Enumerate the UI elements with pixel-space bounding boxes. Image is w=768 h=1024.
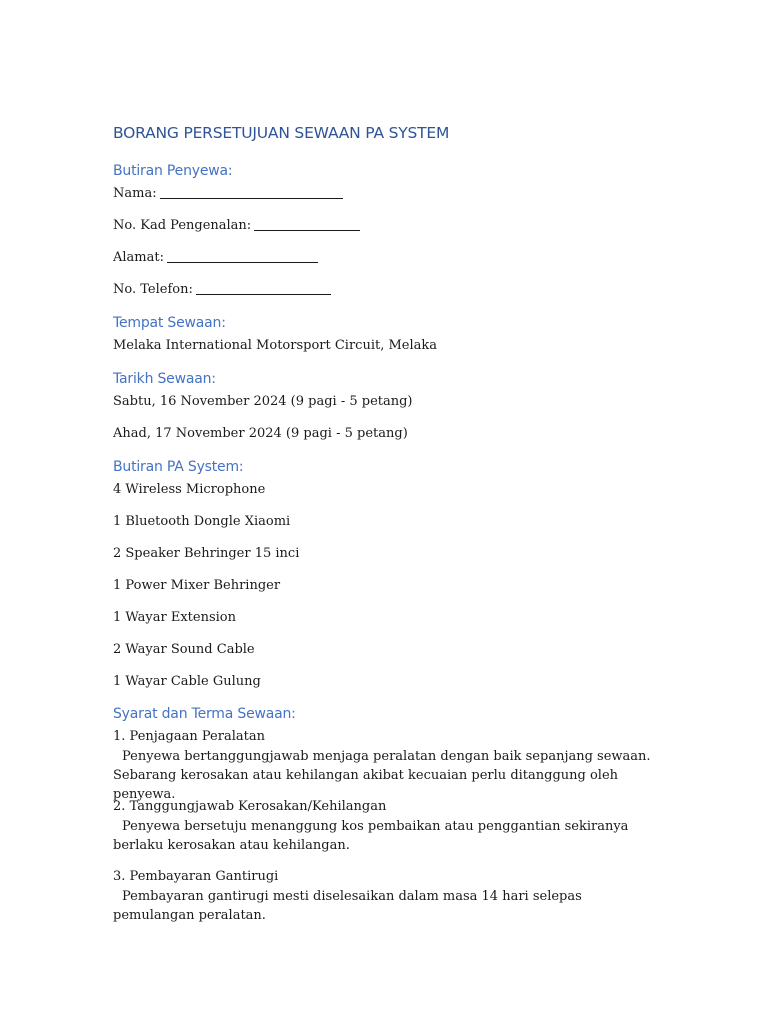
ic-number-field-blank: [254, 218, 360, 231]
equipment-item: 4 Wireless Microphone: [113, 482, 266, 497]
address-field: [113, 249, 318, 267]
term-body-1-text: Penyewa bertanggungjawab menjaga peralatan dengan baik sepanjang sewaan. Sebarang kerosakan atau kehilangan akibat kecuaian perlu ditanggung oleh penyewa.: [113, 749, 651, 802]
ic-number-field-label: No. Kad Pengenalan:: [113, 218, 252, 233]
term-body-1: [113, 747, 658, 804]
equipment-item: 1 Wayar Cable Gulung: [113, 674, 261, 689]
renter-section-heading: Butiran Penyewa:: [113, 163, 233, 179]
address-field-label: Alamat:: [113, 250, 164, 265]
phone-field-blank: [196, 282, 331, 295]
equipment-item: 1 Bluetooth Dongle Xiaomi: [113, 514, 291, 529]
term-body-2-text: Penyewa bersetuju menanggung kos pembaikan atau penggantian sekiranya berlaku kerosakan atau kehilangan.: [113, 819, 629, 853]
term-body-3: [113, 887, 658, 925]
term-title-3: 3. Pembayaran Gantirugi: [113, 869, 279, 884]
phone-field: [113, 281, 331, 299]
equipment-section-heading: Butiran PA System:: [113, 459, 244, 475]
date-section-heading: Tarikh Sewaan:: [113, 371, 216, 387]
location-value: Melaka International Motorsport Circuit, Melaka: [113, 338, 438, 353]
equipment-item: 2 Speaker Behringer 15 inci: [113, 546, 300, 561]
location-section-heading: Tempat Sewaan:: [113, 315, 226, 331]
document-title: BORANG PERSETUJUAN SEWAAN PA SYSTEM: [113, 124, 450, 142]
equipment-item: 1 Wayar Extension: [113, 610, 236, 625]
term-title-2: 2. Tanggungjawab Kerosakan/Kehilangan: [113, 799, 387, 814]
term-body-3-text: Pembayaran gantirugi mesti diselesaikan dalam masa 14 hari selepas pemulangan peralatan.: [113, 889, 582, 923]
name-field: [113, 185, 343, 203]
ic-number-field: [113, 217, 360, 235]
term-body-2: [113, 817, 658, 855]
term-title-1: 1. Penjagaan Peralatan: [113, 729, 265, 744]
equipment-item: 2 Wayar Sound Cable: [113, 642, 255, 657]
rental-date-2: Ahad, 17 November 2024 (9 pagi - 5 petang): [113, 426, 408, 441]
address-field-blank: [167, 250, 318, 263]
terms-section-heading: Syarat dan Terma Sewaan:: [113, 706, 296, 722]
rental-date-1: Sabtu, 16 November 2024 (9 pagi - 5 petang): [113, 394, 413, 409]
name-field-label: Nama:: [113, 186, 157, 201]
equipment-item: 1 Power Mixer Behringer: [113, 578, 281, 593]
phone-field-label: No. Telefon:: [113, 282, 193, 297]
name-field-blank: [160, 186, 343, 199]
